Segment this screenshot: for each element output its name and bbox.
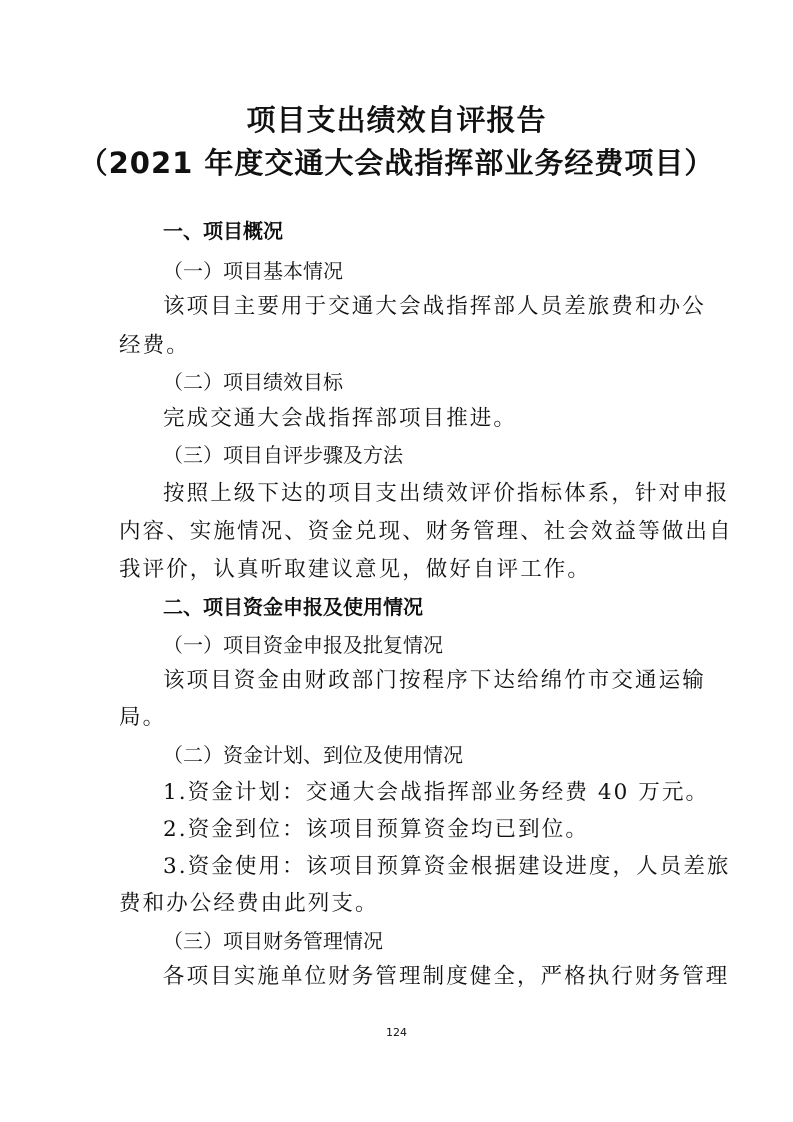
paragraph-line: 局。: [119, 705, 167, 730]
page-number: 124: [386, 1026, 407, 1039]
paragraph-line: 各项目实施单位财务管理制度健全，严格执行财务管理: [163, 964, 730, 989]
section-heading-project-overview: 一、项目概况: [163, 219, 283, 243]
list-item: 2.资金到位：该项目预算资金均已到位。: [163, 817, 589, 842]
paragraph-line: 按照上级下达的项目支出绩效评价指标体系，针对申报: [163, 481, 730, 506]
paragraph-line: 完成交通大会战指挥部项目推进。: [163, 406, 518, 431]
report-title: 项目支出绩效自评报告: [246, 103, 547, 137]
paragraph-line: 该项目主要用于交通大会战指挥部人员差旅费和办公: [163, 294, 706, 319]
paragraph-line: 该项目资金由财政部门按程序下达给绵竹市交通运输: [163, 668, 706, 693]
list-item-continuation: 费和办公经费由此列支。: [119, 891, 379, 916]
subsection-heading-fund-plan: （二）资金计划、到位及使用情况: [163, 743, 463, 767]
subsection-heading-basic-info: （一）项目基本情况: [163, 259, 343, 283]
list-item: 1.资金计划：交通大会战指挥部业务经费 40 万元。: [163, 780, 710, 805]
list-item: 3.资金使用：该项目预算资金根据建设进度，人员差旅: [163, 854, 731, 879]
paragraph-line: 内容、实施情况、资金兑现、财务管理、社会效益等做出自: [119, 519, 733, 544]
paragraph-line: 经费。: [119, 333, 190, 358]
report-subtitle: （2021 年度交通大会战指挥部业务经费项目）: [78, 146, 715, 180]
subsection-heading-self-eval-method: （三）项目自评步骤及方法: [163, 443, 403, 467]
subsection-heading-performance-goal: （二）项目绩效目标: [163, 370, 343, 394]
section-heading-fund-usage: 二、项目资金申报及使用情况: [163, 595, 423, 619]
paragraph-line: 我评价，认真听取建议意见，做好自评工作。: [119, 557, 592, 582]
subsection-heading-financial-management: （三）项目财务管理情况: [163, 929, 383, 953]
subsection-heading-fund-application: （一）项目资金申报及批复情况: [163, 633, 443, 657]
